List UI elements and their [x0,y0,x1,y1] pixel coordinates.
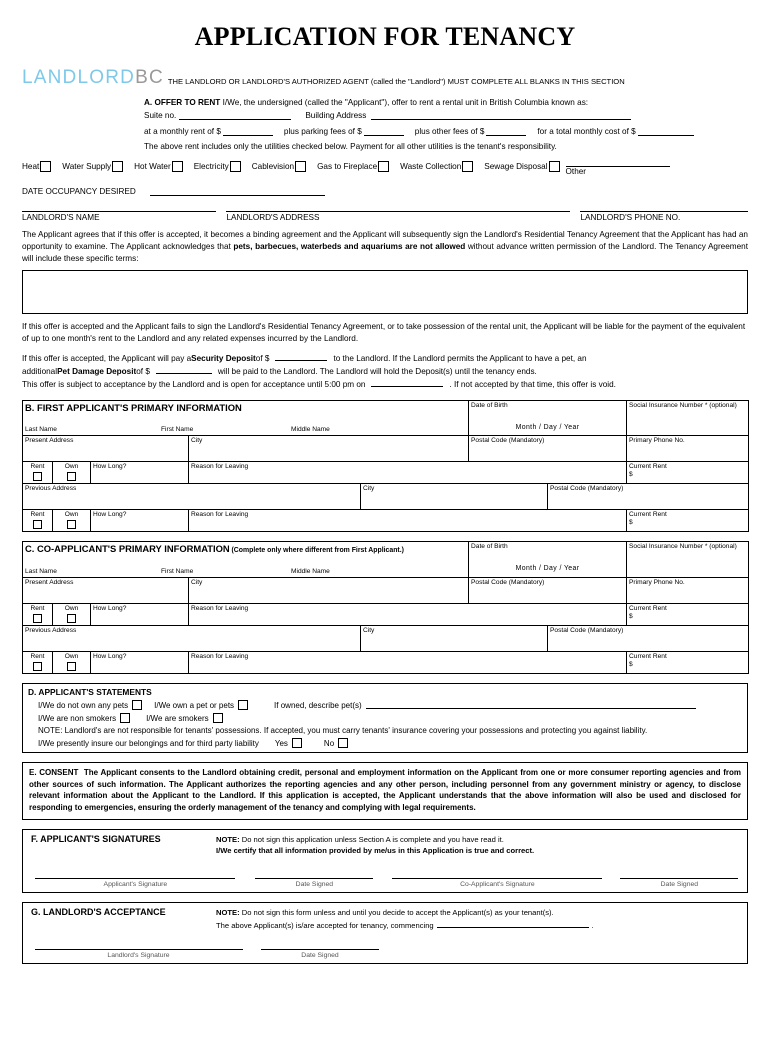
landlord-date-rule [261,949,379,950]
own-checkbox-c2[interactable] [67,662,76,671]
own-checkbox-c1[interactable] [67,614,76,623]
current-rent-label: Current Rent [629,463,667,471]
current-rent-dollar-2: $ [629,518,633,526]
section-b-rent-cell-2[interactable] [23,510,53,532]
binding-agreement-paragraph [22,229,748,266]
section-c-heading-cell [23,542,469,578]
binding-agreement-text-1: The Applicant agrees that if this offer is accepted, it becomes a binding agreement and the Applicant will subsequently sign the Landlord's Residential Tenancy Agreement that the Applicant has had an opportunity to examine. The Applicant acknowledges that [22,229,748,252]
postal-code-label-2: Postal Code (Mandatory) [550,485,624,493]
co-applicant-signature-rule [392,878,602,879]
utility-heat-label: Heat [22,162,40,172]
postal-code-label-c2: Postal Code (Mandatory) [550,627,624,635]
utility-electricity[interactable] [194,161,241,172]
acceptance-deadline-text-1: This offer is subject to acceptance by the Landlord and is open for acceptance until 5:00 pm on [22,379,366,389]
co-applicant-date-field[interactable] [620,878,739,888]
section-a-label: A. [144,98,153,107]
section-e [22,762,748,819]
non-smokers-label: I/We are non smokers [38,713,117,723]
primary-phone-label-c: Primary Phone No. [629,579,685,587]
rent-amounts-row [22,127,748,136]
security-deposit-text-3: to the Landlord. If the Landlord permits the Applicant to have a pet, an [333,354,587,364]
section-f [22,829,748,894]
section-c-present-address-cell[interactable] [23,578,189,604]
section-b-reason-cell-2[interactable] [189,510,627,532]
city-label-c2: City [363,627,375,635]
reason-for-leaving-label-c2: Reason for Leaving [191,653,249,661]
deposits-paragraph [22,352,748,391]
section-c-name-labels [25,568,466,576]
postal-code-label-c: Postal Code (Mandatory) [471,579,545,587]
how-long-label: How Long? [93,463,127,471]
landlord-address-label: LANDLORD'S ADDRESS [226,212,320,222]
current-rent-label-2: Current Rent [629,511,667,519]
utility-gas-to-fireplace[interactable] [317,161,389,172]
utility-sewage-disposal-label: Sewage Disposal [484,162,548,172]
landlord-date-label: Date Signed [301,951,339,959]
applicant-signature-rule [35,878,235,879]
security-deposit-input[interactable] [275,352,327,361]
pet-damage-deposit-input[interactable] [156,365,212,374]
landlord-address-field[interactable] [226,211,570,222]
current-rent-label-c2: Current Rent [629,653,667,661]
building-address-label: Building Address [305,110,367,120]
parking-fees-input[interactable] [364,127,404,136]
applicant-signature-field[interactable] [31,878,240,888]
section-a [22,97,748,391]
current-rent-dollar-c2: $ [629,661,633,669]
suite-building-row [22,111,748,120]
reason-for-leaving-label: Reason for Leaving [191,463,249,471]
landlord-phone-field[interactable] [580,211,748,222]
landlordbc-logo [22,68,164,87]
own-checkbox-2[interactable] [67,520,76,529]
rent-label-c1: Rent [30,605,45,613]
section-f-certify-text: I/We certify that all information provided by me/us in this Application is true and correct. [216,846,535,855]
other-fees-input[interactable] [486,127,526,136]
section-f-heading: F. APPLICANT'S SIGNATURES [31,833,161,844]
section-c-howlong-cell-1[interactable] [91,604,189,626]
section-g-notes [216,907,594,930]
security-deposit-line [22,352,748,365]
co-applicant-signature-field[interactable] [389,878,606,888]
section-b-reason-cell-1[interactable] [189,462,627,484]
section-f-note-label: NOTE: [216,834,240,844]
section-c-sin-cell[interactable] [627,542,749,578]
utility-water-supply-checkbox[interactable] [112,161,123,172]
reason-for-leaving-label-c1: Reason for Leaving [191,605,249,613]
section-g-note-label: NOTE: [216,908,240,918]
sin-label-c: Social Insurance Number * (optional) [629,543,737,551]
table-row [23,652,749,674]
section-b-howlong-cell-1[interactable] [91,462,189,484]
primary-phone-label: Primary Phone No. [629,437,685,445]
section-b-table [22,400,749,532]
section-b-name-labels [25,426,466,434]
utility-other [566,158,670,176]
section-c-howlong-cell-2[interactable] [91,652,189,674]
section-c-postal-cell[interactable] [469,578,627,604]
utility-other-input[interactable] [566,158,670,167]
utility-gas-to-fireplace-label: Gas to Fireplace [317,162,378,172]
section-c-heading-note: (Complete only where different from First Applicant.) [231,547,404,555]
section-b-own-cell-2[interactable] [53,510,91,532]
security-deposit-text-1: If this offer is accepted, the Applicant will pay a [22,354,192,364]
current-rent-dollar: $ [629,470,633,478]
section-g-note-text: Do not sign this form unless and until you decide to accept the Applicant(s) as your tenant(s). [239,908,554,918]
utility-hot-water-label: Hot Water [134,162,171,172]
describe-pets-label: If owned, describe pet(s) [274,700,362,710]
section-b-present-address-cell[interactable] [23,436,189,462]
section-e-heading: E. CONSENT [29,768,79,778]
security-deposit-label: Security Deposit [191,354,256,364]
middle-name-label-c: Middle Name [291,568,330,576]
section-c-reason-cell-1[interactable] [189,604,627,626]
own-checkbox[interactable] [67,472,76,481]
acceptance-deadline-line [22,378,748,391]
offer-to-rent-line [22,97,748,109]
brand-header [22,69,748,87]
co-applicant-date-rule [620,878,738,879]
failure-to-sign-paragraph: If this offer is accepted and the Applicant fails to sign the Landlord's Residential Tenancy Agreement, or to take possession of the rental unit, the Applicant will be liable for the payment of the equivalent of up to one month's rent to the Landlord and any related expenses incurred by the Landlord. [22,321,746,344]
own-pets-label: I/We own a pet or pets [154,700,235,710]
section-b-heading: B. FIRST APPLICANT'S PRIMARY INFORMATION [25,401,242,413]
applicant-date-label: Date Signed [295,881,334,889]
postal-code-label: Postal Code (Mandatory) [471,437,545,445]
smokers-checkbox[interactable] [213,713,223,723]
rent-label-2: Rent [30,511,45,519]
section-b-city-cell[interactable] [189,436,469,462]
city-label: City [191,437,203,445]
landlord-phone-label: LANDLORD'S PHONE NO. [580,212,681,222]
section-b-howlong-cell-2[interactable] [91,510,189,532]
co-applicant-signature-label: Co-Applicant's Signature [460,881,535,889]
section-b-current-rent-cell-1[interactable] [627,462,749,484]
applicant-signature-label: Applicant's Signature [103,881,168,889]
own-label-c2: Own [64,653,79,661]
no-pets-label: I/We do not own any pets [38,700,129,710]
monthly-rent-input[interactable] [223,127,273,136]
smokers-label: I/We are smokers [146,713,209,723]
section-c-reason-cell-2[interactable] [189,652,627,674]
security-deposit-text-2: of $ [255,354,270,364]
present-address-label-c: Present Address [25,579,74,587]
landlord-info-row [22,211,748,222]
insurance-note: NOTE: Landlord's are not responsible for tenants' possessions. If accepted, you must carry tenants' insurance covering your possessions and protecting you against liability. [38,726,648,736]
section-b-city-cell-2[interactable] [361,484,548,510]
section-c-dob-cell[interactable] [469,542,627,578]
smoking-row [28,713,742,723]
own-pets-checkbox[interactable] [238,700,248,710]
section-c-postal-cell-2[interactable] [548,626,749,652]
consent-text: The Applicant consents to the Landlord obtaining credit, personal and employment information on the Applicant from one or more consumer reporting agencies and from other sources of such information. The Applicant authorizes the reporting agencies and any other person, including personnel from any government ministry or agency, to disclose relevant information about the Applicant to the Landlord. If this application is accepted, the Applicant understands that the above information will also be used and disclosed for responding to emergencies, ensuring the orderly management of the tenancy and complying with legal requirements. [29,768,742,813]
landlord-date-field[interactable] [260,949,380,959]
offer-to-rent-heading: OFFER TO RENT [154,98,221,107]
section-c-table [22,541,749,674]
utility-sewage-disposal[interactable] [484,161,559,172]
table-row [23,542,749,578]
utility-cablevision-checkbox[interactable] [295,161,306,172]
section-b-postal-cell-2[interactable] [548,484,749,510]
present-address-label: Present Address [25,437,74,445]
insure-no-label: No [323,738,335,748]
reason-for-leaving-label-2: Reason for Leaving [191,511,249,519]
section-b-postal-cell[interactable] [469,436,627,462]
occupancy-date-row [22,187,748,196]
pet-deposit-text-3: will be paid to the Landlord. The Landlord will hold the Deposit(s) until the tenancy ends. [217,367,537,377]
logo-text-secondary: BC [135,67,164,88]
parking-fees-label: plus parking fees of $ [283,126,362,136]
utility-waste-collection-label: Waste Collection [400,162,462,172]
utility-gas-to-fireplace-checkbox[interactable] [378,161,389,172]
how-long-label-c2: How Long? [93,653,127,661]
section-c-heading: C. CO-APPLICANT'S PRIMARY INFORMATION [25,543,230,555]
rent-checkbox-c2[interactable] [33,662,42,671]
section-c-rent-cell-2[interactable] [23,652,53,674]
logo-text-primary: LANDLORD [22,67,136,88]
insure-yes-checkbox[interactable] [292,738,302,748]
rent-label: Rent [30,463,45,471]
building-address-input[interactable] [371,111,631,120]
occupancy-date-input[interactable] [150,187,325,196]
non-smokers-checkbox[interactable] [120,713,130,723]
section-b-heading-cell [23,400,469,435]
occupancy-date-label: DATE OCCUPANCY DESIRED [22,186,136,196]
first-name-label-c: First Name [161,568,194,576]
utility-electricity-label: Electricity [193,162,229,172]
section-g-heading: G. LANDLORD'S ACCEPTANCE [31,907,166,918]
utility-electricity-checkbox[interactable] [230,161,241,172]
utility-cablevision-label: Cablevision [251,162,295,172]
section-b-previous-address-cell[interactable] [23,484,361,510]
pet-damage-deposit-label: Pet Damage Deposit [57,367,137,377]
middle-name-label: Middle Name [291,426,330,434]
suite-no-input[interactable] [179,111,291,120]
section-g-accepted-period: . [591,920,594,930]
section-b-current-rent-cell-2[interactable] [627,510,749,532]
rent-checkbox[interactable] [33,472,42,481]
table-row [23,626,749,652]
landlord-signature-rule [35,949,243,950]
previous-address-label-c: Previous Address [25,627,77,635]
consent-paragraph [29,767,741,813]
insure-yes-label: Yes [274,738,288,748]
pet-deposit-text-1: additional [22,367,58,377]
other-fees-label: plus other fees of $ [414,126,485,136]
rent-checkbox-2[interactable] [33,520,42,529]
section-g-commencing-line [216,919,594,931]
landlord-instruction-note: THE LANDLORD OR LANDLORD'S AUTHORIZED AGENT (called the "Landlord") MUST COMPLETE ALL BLANKS IN THIS SECTION [167,77,625,86]
last-name-label: Last Name [25,426,57,434]
utility-heat-checkbox[interactable] [40,161,51,172]
utility-cablevision[interactable] [252,161,306,172]
section-c-current-rent-cell-2[interactable] [627,652,749,674]
utility-sewage-disposal-checkbox[interactable] [549,161,560,172]
utilities-checkbox-row [22,158,748,176]
utility-waste-collection-checkbox[interactable] [462,161,473,172]
section-c-heading-wrap [25,543,466,555]
pet-deposit-text-2: of $ [136,367,150,377]
landlord-name-field[interactable] [22,211,216,222]
how-long-label-c1: How Long? [93,605,127,613]
section-c-city-cell-2[interactable] [361,626,548,652]
total-monthly-cost-label: for a total monthly cost of $ [537,126,636,136]
rent-label-c2: Rent [30,653,45,661]
section-f-note-line [216,834,534,845]
section-c-rent-cell-1[interactable] [23,604,53,626]
landlord-signature-label: Landlord's Signature [107,951,170,959]
section-c-city-cell[interactable] [189,578,469,604]
table-row [23,462,749,484]
own-label-2: Own [64,511,79,519]
section-d-heading: D. APPLICANT'S STATEMENTS [28,687,152,698]
table-row [23,400,749,435]
current-rent-dollar-c1: $ [629,613,633,621]
own-label-c1: Own [64,605,79,613]
first-name-label: First Name [161,426,194,434]
acceptance-deadline-text-2: . If not accepted by that time, this offer is void. [449,379,616,389]
own-label: Own [64,463,79,471]
utility-water-supply[interactable] [62,161,123,172]
dob-format-label-c: Month / Day / Year [515,564,580,572]
commencing-date-input[interactable] [437,919,589,928]
section-g-header [31,907,739,930]
dob-format-label: Month / Day / Year [515,423,580,431]
previous-address-label: Previous Address [25,485,77,493]
landlord-name-label: LANDLORD'S NAME [22,212,100,222]
monthly-rent-label: at a monthly rent of $ [144,126,221,136]
table-row [23,510,749,532]
page-title: APPLICATION FOR TENANCY [194,22,576,51]
rent-checkbox-c1[interactable] [33,614,42,623]
specific-terms-textarea[interactable] [22,270,748,314]
suite-no-label: Suite no. [144,110,177,120]
section-d [22,683,748,753]
section-g-accepted-text: The above Applicant(s) is/are accepted for tenancy, commencing [216,920,434,930]
section-f-note-text: Do not sign this application unless Section A is complete and you have read it. [239,834,504,844]
section-b-rent-cell-1[interactable] [23,462,53,484]
describe-pets-input[interactable] [366,701,696,709]
section-f-signature-lines [31,878,739,888]
applicant-date-field[interactable] [254,878,375,888]
section-b-sin-cell[interactable] [627,400,749,435]
insure-label: I/We presently insure our belongings and for third party liability [38,738,259,748]
section-b-dob-cell[interactable] [469,400,627,435]
pets-row [28,700,742,710]
insurance-row [28,738,742,748]
utility-hot-water-checkbox[interactable] [172,161,183,172]
binding-agreement-text-2: without advance written permission of the Landlord. The Tenancy Agreement will include these specific terms: [22,242,748,264]
offer-to-rent-intro: I/We, the undersigned (called the "Applicant"), offer to rent a rental unit in British Columbia known as: [222,98,589,107]
table-row [23,484,749,510]
utility-hot-water[interactable] [134,161,183,172]
how-long-label-2: How Long? [93,511,127,519]
dob-label: Date of Birth [471,401,508,409]
co-applicant-date-label: Date Signed [660,881,699,889]
section-c-current-rent-cell-1[interactable] [627,604,749,626]
section-c-own-cell-1[interactable] [53,604,91,626]
table-row [23,578,749,604]
dob-label-c: Date of Birth [471,543,508,551]
pet-damage-deposit-line [22,365,748,378]
table-row [23,436,749,462]
utility-other-label: Other [565,166,587,176]
section-g-note-line [216,907,594,918]
utility-waste-collection[interactable] [400,161,473,172]
section-f-header [31,834,739,857]
insure-no-checkbox[interactable] [338,738,348,748]
total-monthly-cost-input[interactable] [638,127,694,136]
section-b-own-cell-1[interactable] [53,462,91,484]
utility-heat[interactable] [22,161,51,172]
section-b-phone-cell[interactable] [627,436,749,462]
pets-restriction-text: pets, barbecues, waterbeds and aquariums are not allowed [233,242,466,252]
section-g [22,902,748,963]
last-name-label-c: Last Name [25,568,57,576]
city-label-c: City [191,579,203,587]
current-rent-label-c1: Current Rent [629,605,667,613]
applicant-date-rule [255,878,373,879]
table-row [23,604,749,626]
sin-label: Social Insurance Number * (optional) [629,401,737,409]
acceptance-deadline-input[interactable] [371,378,443,387]
section-c-previous-address-cell[interactable] [23,626,361,652]
form-page [0,22,770,1046]
landlord-signature-field[interactable] [31,949,246,959]
utility-water-supply-label: Water Supply [62,162,112,172]
section-f-notes [216,834,534,857]
section-c-own-cell-2[interactable] [53,652,91,674]
no-pets-checkbox[interactable] [132,700,142,710]
section-c-phone-cell[interactable] [627,578,749,604]
city-label-2: City [363,485,375,493]
section-g-signature-lines [31,949,739,959]
utilities-note: The above rent includes only the utilities checked below. Payment for all other utilities is the tenant's responsibility. [144,141,557,151]
